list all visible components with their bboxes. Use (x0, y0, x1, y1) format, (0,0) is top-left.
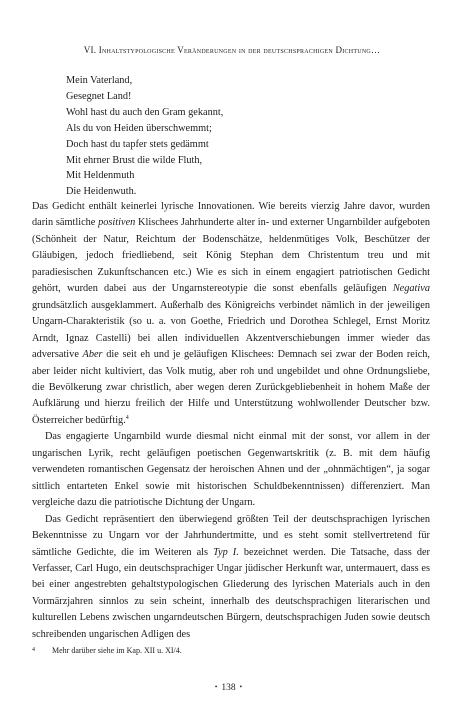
poem-line: Mein Vaterland, (66, 75, 133, 86)
emphasis: Aber (82, 349, 103, 361)
text-run: bezeichnet werden. Die Tatsache, dass der Verfasser, Carl Hugo, ein deutschsprachiger Ungar jüdischer Herkunft war, untermauert, dass es bei einer angestrebten gehaltstypologischen Gliederung des lyrischen Materials auch in den Vormärzjahren sinnlos zu sein scheint, innerhalb des deutschsprachigen literarischen und kulturellen Lebens zwischen ungarndeutschen Bürgern, deutschsprachigen Juden sowie deutsch schreibenden ungarischen Adligen des (32, 546, 430, 640)
poem-line: Mit ehrner Brust die wilde Fluth, (66, 154, 203, 166)
paragraph-1 (32, 199, 430, 429)
footnote-reference[interactable]: 4 (125, 414, 129, 421)
emphasis: Typ I. (213, 546, 239, 558)
page-number (0, 683, 457, 693)
poem-line: Gesegnet Land! (66, 90, 132, 102)
footnote-text: Mehr darüber siehe im Kap. XII u. XI/4. (52, 646, 182, 655)
text-run: grundsätzlich ausgeklammert. Außerhalb des Königreichs verbindet nämlich in der jeweiligen Ungarn-Charakteristik (so u. a. von Goethe, Friedrich und Dorothea Schlegel, Ernst Moritz Arndt, Ignaz Castelli) bei allen individuellen Akzentverschiebungen immer wieder das adversative (32, 299, 430, 361)
paragraph-2: Das engagierte Ungarnbild wurde diesmal nicht einmal mit der sonst, vor allem in der ungarischen Lyrik, recht geläufigen poetischen Gegenwartskritik (z. B. mit dem häufig verwendeten romantischen Gegensatz der heroischen Ahnen und der „ohnmächtigen“, ja sogar sittlich entarteten Enkel sowie mit historischen Schuldbekenntnissen) differenziert. Man vergleiche dazu die patriotische Dichtung der Ungarn. (32, 431, 430, 509)
emphasis: Negativa (392, 283, 430, 295)
page-number-value: 138 (221, 683, 236, 693)
poem-line: Mit Heldenmuth (66, 170, 135, 182)
poem-quotation (66, 73, 406, 200)
text-run: die seit eh und je geläufigen Klischees: Demnach sei zwar der Boden reich, aber leider nicht kultiviert, das Volk mutig, aber roh und ungebildet und ohne Ordnungsliebe, die Bevölkerung zwar christlich, aber wegen deren Zurückgebliebenheit in hohem Maße der Aufklärung und hierzu freilich der Hilfe und Unterstützung wohlwollender Deutscher bzw. Österreicher bedürftig. (32, 349, 430, 426)
emphasis: positiven (98, 217, 136, 229)
body-text (32, 199, 430, 643)
poem-line: Als du von Heiden überschwemmt; (66, 122, 212, 134)
text-run: Das Gedicht repräsentiert den überwiegend größten Teil der deutschsprachigen lyrischen Bekenntnisse zu Ungarn vor der Jahrhundertmitte, und es steht somit stellvertretend für sämtliche Gedichte, die im Weiteren als (32, 513, 430, 558)
poem-line: Doch hast du tapfer stets gedämmt (66, 138, 209, 150)
text-run: Das Gedicht enthält keinerlei lyrische Innovationen. Wie bereits vierzig Jahre davor, wurden darin sämtliche (32, 201, 430, 229)
text-run: Klischees Jahrhunderte alter in- und externer Ungarnbilder aufgeboten (Schönheit der Natur, Reichtum der Bodenschätze, heldenmütiges Volk, Beschützer der Gläubigen, jedoch friedliebend, seit König Stephan dem Christentum treu und mit paradiesischen Zukunftschancen etc.) Wie es sich in einem engagiert patriotischen Gedicht gehört, wurden dabei aus der Ungarnstereotypie die sonst ebenfalls geläufigen (32, 217, 430, 295)
running-head: VI. Inhaltstypologische Veränderungen in der deutschsprachigen Dichtung… (83, 45, 381, 55)
poem-line: Wohl hast du auch den Gram gekannt, (66, 106, 224, 118)
paragraph-3 (32, 512, 430, 644)
poem-line: Die Heidenwuth. (66, 186, 137, 198)
folio-dot-right: • (239, 683, 243, 691)
folio-dot-left: • (214, 683, 218, 691)
footnote-mark: 4 (32, 647, 35, 653)
footnote (32, 645, 432, 656)
